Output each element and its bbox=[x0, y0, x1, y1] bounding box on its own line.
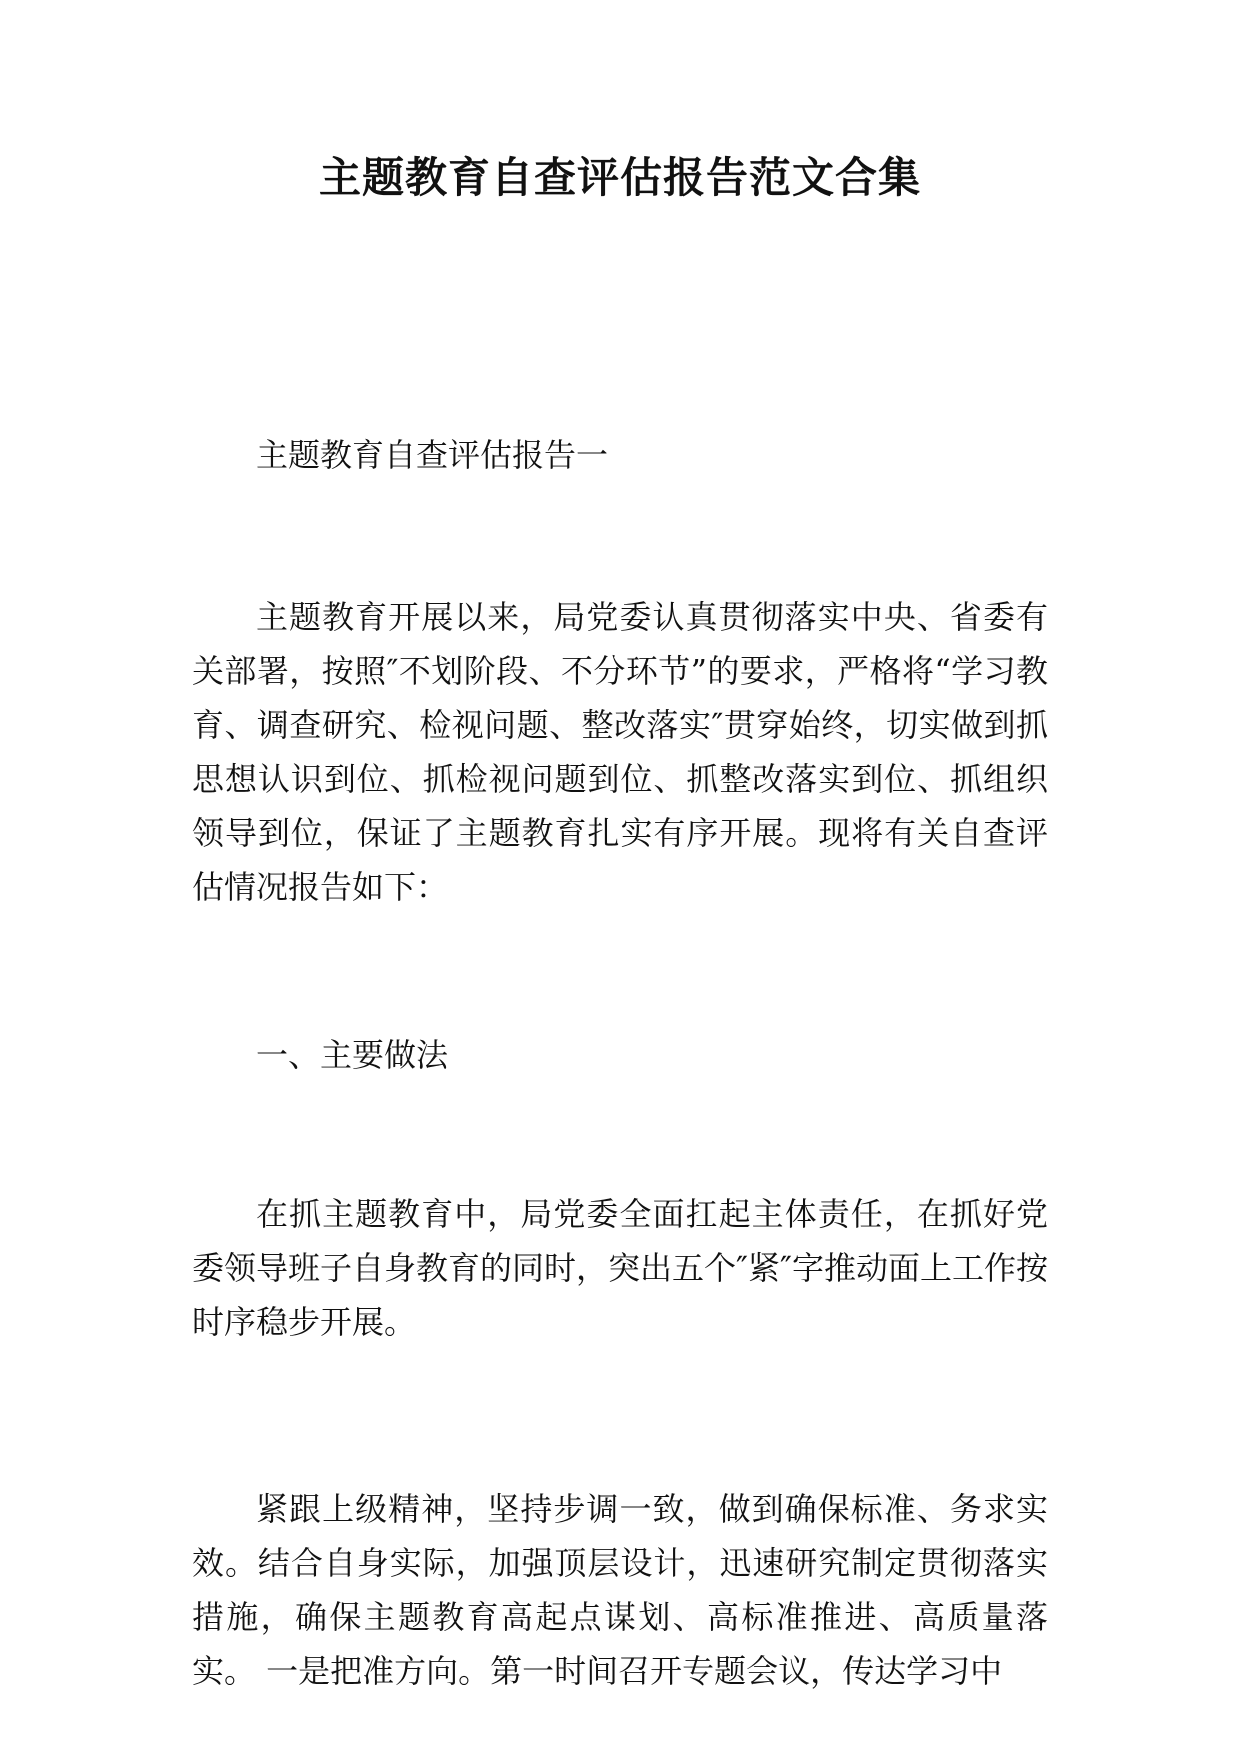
paragraph-intro: 主题教育开展以来，局党委认真贯彻落实中央、省委有关部署，按照″不划阶段、不分环节”的要求，严格将“学习教育、调查研究、检视问题、整改落实″贯穿始终，切实做到抓思想认识到位、抓检视问题到位、抓整改落实到位、抓组织领导到位，保证了主题教育扎实有序开展。现将有关自查评估情况报告如下： bbox=[192, 598, 1048, 906]
paragraph-responsibility: 在抓主题教育中，局党委全面扛起主体责任，在抓好党委领导班子自身教育的同时，突出五个″紧″字推动面上工作按时序稳步开展。 bbox=[192, 1195, 1048, 1341]
document-title: 主题教育自查评估报告范文合集 bbox=[318, 153, 921, 202]
section-title: 主题教育自查评估报告一 bbox=[256, 436, 609, 474]
paragraph-follow-superior: 紧跟上级精神，坚持步调一致，做到确保标准、务求实效。结合自身实际，加强顶层设计，迅速研究制定贯彻落实措施，确保主题教育高起点谋划、高标准推进、高质量落实。 一是把准方向。第一时间召开专题会议，传达学习中 bbox=[192, 1490, 1048, 1690]
heading-main-practices: 一、主要做法 bbox=[256, 1036, 449, 1074]
